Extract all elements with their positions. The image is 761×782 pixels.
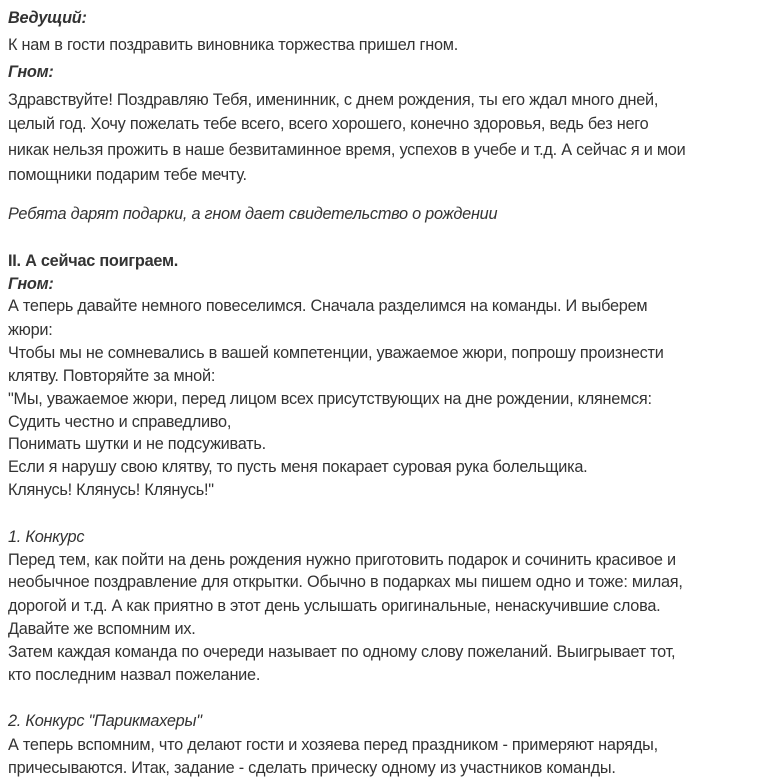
text-line: никак нельзя прожить в наше безвитаминное время, успехов в учебе и т.д. А сейчас я и мои [8, 141, 686, 159]
contest-title: 1. Конкурс [8, 528, 85, 546]
section-heading: II. А сейчас поиграем. [8, 252, 179, 270]
text-line: Затем каждая команда по очереди называет по одному слову пожеланий. Выигрывает тот, [8, 643, 676, 661]
text-line: А теперь вспомним, что делают гости и хозяева перед праздником - примеряют наряды, [8, 736, 658, 754]
text-line: "Мы, уважаемое жюри, перед лицом всех присутствующих на дне рождении, клянемся: [8, 390, 652, 408]
stage-direction: Ребята дарят подарки, а гном дает свидетельство о рождении [8, 205, 498, 223]
speaker-label: Ведущий: [8, 9, 87, 27]
text-line: помощники подарим тебе мечту. [8, 166, 247, 184]
text-line: Здравствуйте! Поздравляю Тебя, именинник, с днем рождения, ты его ждал много дней, [8, 91, 659, 109]
text-line: Судить честно и справедливо, [8, 413, 232, 431]
text-line: Давайте же вспомним их. [8, 620, 196, 638]
contest-title: 2. Конкурс "Парикмахеры" [8, 712, 202, 730]
text-line: причесываются. Итак, задание - сделать прическу одному из участников команды. [8, 759, 616, 777]
text-line: А теперь давайте немного повеселимся. Сначала разделимся на команды. И выберем [8, 297, 648, 315]
text-line: кто последним назвал пожелание. [8, 666, 261, 684]
text-line: Клянусь! Клянусь! Клянусь!" [8, 481, 214, 499]
text-line: Понимать шутки и не подсуживать. [8, 435, 266, 453]
text-line: необычное поздравление для открытки. Обычно в подарках мы пишем одно и тоже: милая, [8, 573, 683, 591]
text-line: Если я нарушу свою клятву, то пусть меня покарает суровая рука болельщика. [8, 458, 588, 476]
speaker-label: Гном: [8, 63, 54, 81]
text-line: клятву. Повторяйте за мной: [8, 367, 216, 385]
text-line: дорогой и т.д. А как приятно в этот день услышать оригинальные, ненаскучившие слова. [8, 597, 661, 615]
text-line: Перед тем, как пойти на день рождения нужно приготовить подарок и сочинить красивое и [8, 551, 676, 569]
speaker-label: Гном: [8, 275, 54, 293]
text-line: жюри: [8, 321, 53, 339]
text-line: Чтобы мы не сомневались в вашей компетенции, уважаемое жюри, попрошу произнести [8, 344, 664, 362]
text-line: целый год. Хочу пожелать тебе всего, всего хорошего, конечно здоровья, ведь без него [8, 115, 649, 133]
text-line: К нам в гости поздравить виновника торжества пришел гном. [8, 36, 458, 54]
